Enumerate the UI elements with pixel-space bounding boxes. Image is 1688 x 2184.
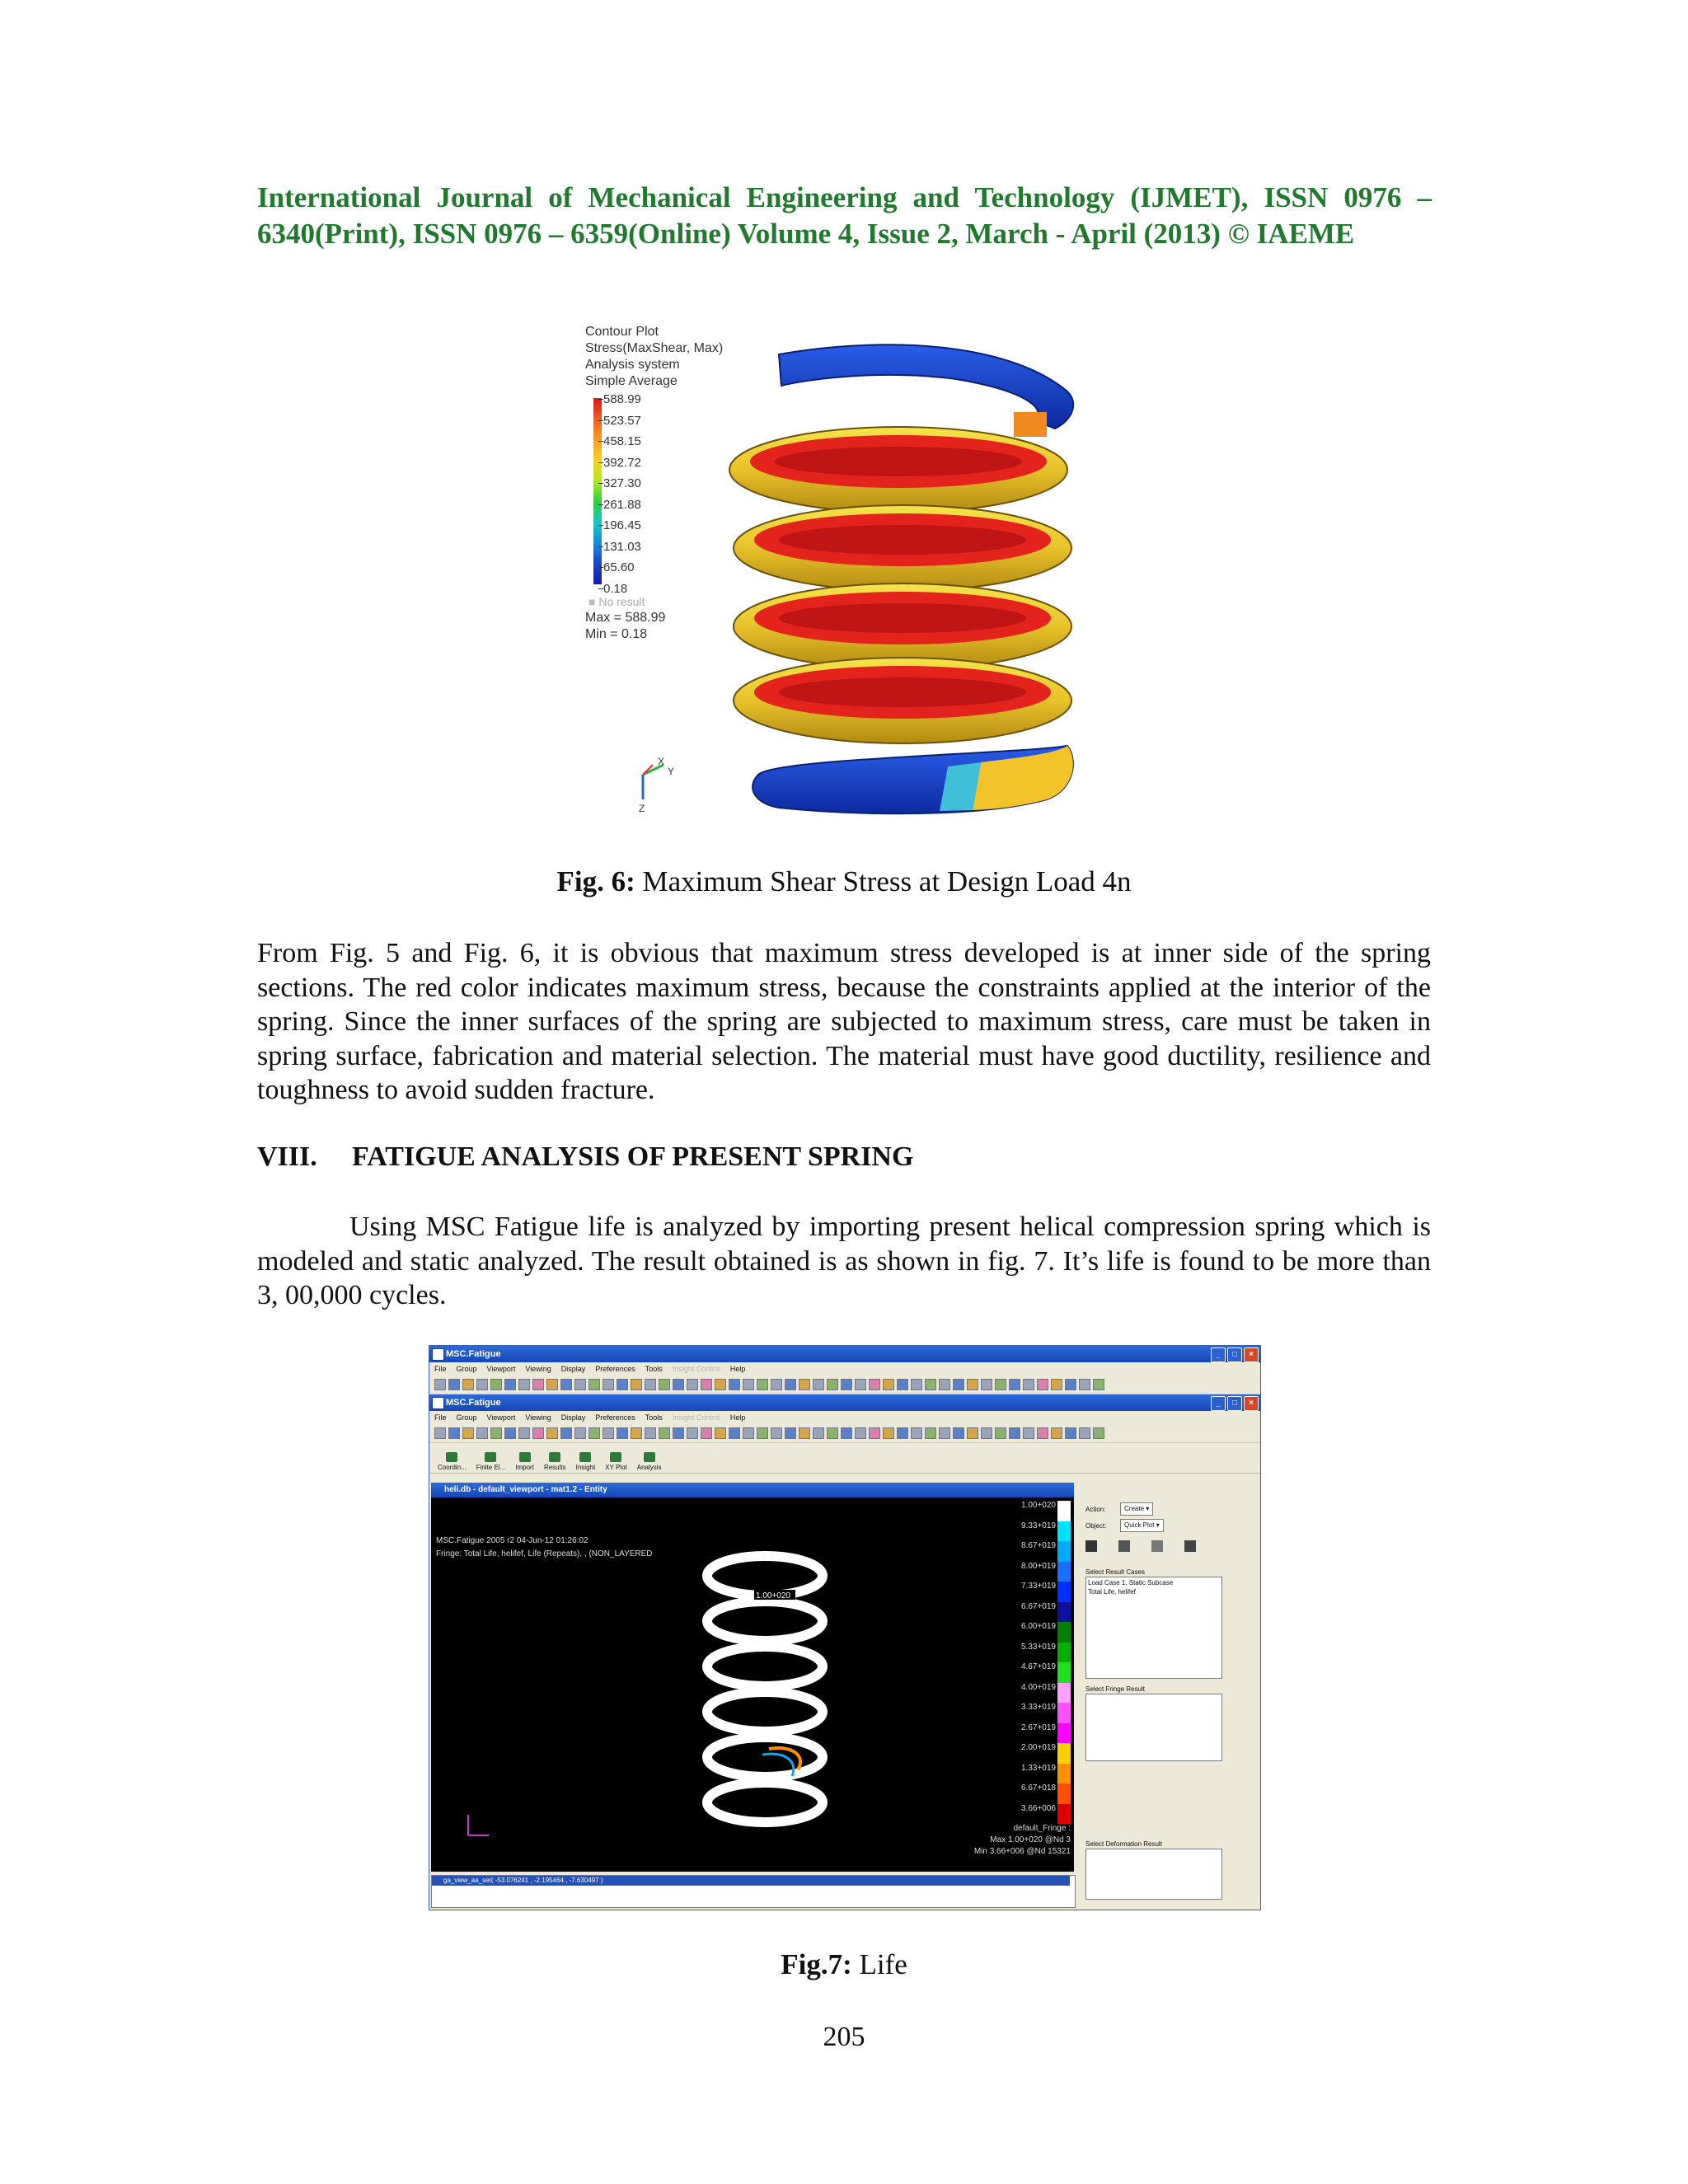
toolbar-button-icon[interactable]	[574, 1427, 586, 1439]
toolbar-button-icon[interactable]	[1093, 1427, 1104, 1439]
fig7-caption-label: Fig.7:	[781, 1948, 852, 1980]
fringe-value: 4.00+019	[1021, 1682, 1056, 1692]
fringe-summary	[974, 1823, 1071, 1858]
tool-coordinates[interactable]: Coordin...	[438, 1452, 467, 1471]
fringe-color-segment	[1057, 1622, 1071, 1643]
toolbar-button-icon[interactable]	[574, 1379, 586, 1390]
toolbar-button-icon[interactable]	[546, 1379, 558, 1390]
menu-display[interactable]: Display	[560, 1413, 586, 1422]
marker-icon[interactable]	[1184, 1540, 1196, 1552]
toolbar-button-icon[interactable]	[546, 1427, 558, 1439]
legend-tick: 131.03	[603, 539, 641, 554]
action-select[interactable]: Create ▾	[1120, 1502, 1153, 1516]
menu-help[interactable]: Help	[729, 1365, 746, 1373]
result-cases-list[interactable]	[1085, 1577, 1222, 1679]
toolbar-button-icon[interactable]	[462, 1379, 474, 1390]
fig7-caption	[0, 1948, 1688, 1981]
toolbar-button-icon[interactable]	[645, 1379, 656, 1390]
tool-results[interactable]: Results	[544, 1452, 566, 1471]
tool-analysis[interactable]: Analysis	[637, 1452, 662, 1471]
toolbar-button-icon[interactable]	[701, 1379, 712, 1390]
menu-viewport[interactable]: Viewport	[486, 1413, 516, 1422]
toolbar-button-icon[interactable]	[785, 1427, 796, 1439]
fringe-value: 3.66+006	[1021, 1803, 1056, 1813]
fringe-value: 3.33+019	[1021, 1703, 1056, 1712]
legend-max: Max = 588.99	[585, 611, 666, 625]
toolbar-button-icon[interactable]	[560, 1379, 572, 1390]
toolbar-button-icon[interactable]	[603, 1427, 614, 1439]
toolbar-button-icon[interactable]	[925, 1427, 936, 1439]
menu-viewport[interactable]: Viewport	[486, 1365, 516, 1373]
toolbar-button-icon[interactable]	[504, 1427, 516, 1439]
toolbar-button-icon[interactable]	[715, 1427, 726, 1439]
fringe-color-segment	[1057, 1643, 1071, 1663]
tool-insight[interactable]: Insight	[576, 1452, 596, 1471]
toolbar-button-icon[interactable]	[518, 1379, 530, 1390]
toolbar-button-icon[interactable]	[939, 1379, 950, 1390]
panel-icon-row	[1085, 1540, 1196, 1552]
toolbar-button-icon[interactable]	[981, 1427, 992, 1439]
legend-tick: 65.60	[603, 560, 635, 574]
toolbar-button-icon[interactable]	[939, 1427, 950, 1439]
fringe-value: 9.33+019	[1021, 1521, 1056, 1530]
toolbar-button-icon[interactable]	[448, 1379, 460, 1390]
viewport[interactable]	[431, 1497, 1074, 1872]
toolbar-button-icon[interactable]	[560, 1427, 572, 1439]
paragraph-2: Using MSC Fatigue life is analyzed by importing present helical compression spring which is modeled and static analyzed. The result obtained is as shown in fig. 7. It’s life is found to be more than 3, 00,000 cycles.	[257, 1212, 1431, 1310]
fringe-color-segment	[1057, 1602, 1071, 1623]
spring-contour-plot	[585, 313, 1096, 832]
toolbar-button-icon[interactable]	[911, 1427, 922, 1439]
fringe-value: 1.00+020	[1021, 1501, 1056, 1510]
viewport-info-2: Fringe: Total Life, helifef, Life (Repeats), , (NON_LAYERED	[436, 1549, 653, 1558]
legend-no-result: ■ No result	[588, 593, 750, 610]
menu-group[interactable]: Group	[456, 1365, 477, 1373]
toolbar-button-icon[interactable]	[490, 1427, 502, 1439]
menu-display[interactable]: Display	[560, 1365, 586, 1373]
menu-preferences[interactable]: Preferences	[595, 1413, 635, 1422]
results-icon[interactable]	[1085, 1540, 1097, 1552]
object-select[interactable]: Quick Plot ▾	[1120, 1519, 1164, 1532]
triad-y-label: Y	[668, 766, 675, 777]
toolbar-back	[429, 1376, 1260, 1394]
toolbar-button-icon[interactable]	[532, 1427, 544, 1439]
deform-icon[interactable]	[1151, 1540, 1163, 1552]
case-item-1[interactable]: Load Case 1, Static Subcase	[1086, 1577, 1221, 1588]
fringe-result-list[interactable]	[1085, 1694, 1222, 1761]
command-history[interactable]	[431, 1875, 1076, 1908]
application-toolbar	[429, 1443, 1260, 1474]
toolbar-button-icon[interactable]	[1079, 1379, 1090, 1390]
tool-import[interactable]: Import	[515, 1452, 534, 1471]
toolbar-button-icon[interactable]	[603, 1379, 614, 1390]
toolbar-button-icon[interactable]	[462, 1427, 474, 1439]
app-icon	[432, 1397, 444, 1409]
fringe-result-label: Select Fringe Result	[1085, 1685, 1146, 1693]
window-titlebar	[429, 1394, 1260, 1411]
toolbar-button-icon[interactable]	[448, 1427, 460, 1439]
toolbar-button-icon[interactable]	[1051, 1379, 1062, 1390]
toolbar-button-icon[interactable]	[476, 1379, 488, 1390]
toolbar-button-icon[interactable]	[897, 1427, 908, 1439]
fringe-max: Max 1.00+020 @Nd 3	[990, 1835, 1071, 1844]
toolbar-button-icon[interactable]	[925, 1379, 936, 1390]
toolbar-button-icon[interactable]	[841, 1427, 852, 1439]
window-title: MSC.Fatigue	[446, 1349, 501, 1359]
legend-title-4: Simple Average	[585, 374, 678, 388]
window-title: MSC.Fatigue	[446, 1398, 501, 1408]
toolbar-button-icon[interactable]	[729, 1379, 740, 1390]
legend-tick: 196.45	[603, 518, 641, 532]
toolbar-button-icon[interactable]	[757, 1379, 768, 1390]
legend-title-1: Contour Plot	[585, 325, 659, 339]
toolbar-button-icon[interactable]	[617, 1427, 628, 1439]
page-number: 205	[823, 2022, 865, 2052]
close-icon[interactable]: ×	[1244, 1347, 1259, 1362]
toolbar-button-icon[interactable]	[518, 1427, 530, 1439]
journal-header: International Journal of Mechanical Engineering and Technology (IJMET), ISSN 0976 – 6340(Print), ISSN 0976 – 6359(Online) Volume 4, Issue 2, March - April (2013) © IAEME	[257, 181, 1432, 250]
toolbar-button-icon[interactable]	[504, 1379, 516, 1390]
fringe-color-segment	[1057, 1521, 1071, 1542]
fringe-value: 2.67+019	[1021, 1722, 1056, 1732]
menu-file[interactable]: File	[434, 1413, 447, 1422]
toolbar-button-icon[interactable]	[799, 1379, 810, 1390]
toolbar-button-icon[interactable]	[631, 1379, 642, 1390]
toolbar-button-icon[interactable]	[827, 1427, 838, 1439]
toolbar-button-icon[interactable]	[995, 1379, 1006, 1390]
toolbar-button-icon[interactable]	[1093, 1379, 1104, 1390]
toolbar-button-icon[interactable]	[743, 1427, 754, 1439]
toolbar-button-icon[interactable]	[490, 1379, 502, 1390]
coil-2	[734, 505, 1071, 591]
maximize-icon[interactable]: □	[1227, 1347, 1242, 1362]
legend-title-2: Stress(MaxShear, Max)	[585, 341, 724, 355]
section-heading	[257, 1141, 913, 1173]
legend-tick: 0.18	[603, 581, 628, 596]
results-panel	[1079, 1483, 1257, 1901]
fig6-caption	[0, 865, 1688, 898]
toolbar-button-icon[interactable]	[967, 1379, 978, 1390]
toolbar-button-icon[interactable]	[869, 1379, 880, 1390]
toolbar-button-icon[interactable]	[687, 1379, 698, 1390]
object-label: Object:	[1085, 1522, 1107, 1530]
fringe-value: 6.67+018	[1021, 1783, 1056, 1793]
section-title-text: FATIGUE ANALYSIS OF PRESENT SPRING	[352, 1141, 914, 1172]
fringe-color-segment	[1057, 1683, 1071, 1704]
toolbar-button-icon[interactable]	[1009, 1379, 1020, 1390]
toolbar-button-icon[interactable]	[883, 1427, 894, 1439]
toolbar-button-icon[interactable]	[953, 1379, 964, 1390]
legend-tick: 458.15	[603, 434, 641, 448]
fig7-caption-text: Life	[851, 1948, 907, 1980]
toolbar-button-icon[interactable]	[785, 1379, 796, 1390]
fringe-value: 7.33+019	[1021, 1582, 1056, 1591]
fringe-min: Min 3.66+006 @Nd 15321	[973, 1847, 1071, 1856]
legend-tick: 327.30	[603, 476, 641, 490]
menu-bar-back	[429, 1362, 1260, 1376]
menu-help[interactable]: Help	[729, 1413, 746, 1422]
toolbar-button-icon[interactable]	[659, 1427, 670, 1439]
toolbar-button-icon[interactable]	[588, 1379, 600, 1390]
fringe-color-bar	[1057, 1501, 1071, 1824]
toolbar-button-icon[interactable]	[771, 1427, 782, 1439]
fringe-name: default_Fringe :	[1013, 1824, 1071, 1833]
menu-file[interactable]: File	[434, 1365, 447, 1373]
toolbar-button-icon[interactable]	[799, 1427, 810, 1439]
toolbar-button-icon[interactable]	[1023, 1427, 1034, 1439]
fringe-color-segment	[1057, 1703, 1071, 1723]
deformation-result-label: Select Deformation Result	[1085, 1840, 1162, 1848]
fringe-value: 8.67+019	[1021, 1541, 1056, 1550]
viewport-info-1: MSC.Fatigue 2005 r2 04-Jun-12 01:26:02	[436, 1536, 588, 1545]
toolbar-button-icon[interactable]	[434, 1379, 446, 1390]
menu-bar	[429, 1411, 1260, 1424]
toolbar-button-icon[interactable]	[827, 1379, 838, 1390]
toolbar-button-icon[interactable]	[1009, 1427, 1020, 1439]
fringe-value: 2.00+019	[1021, 1743, 1056, 1752]
case-item-2[interactable]: Total Life, helifef	[1088, 1588, 1136, 1596]
toolbar	[429, 1424, 1260, 1443]
toolbar-button-icon[interactable]	[659, 1379, 670, 1390]
toolbar-button-icon[interactable]	[729, 1427, 740, 1439]
section-number: VIII.	[257, 1141, 317, 1172]
fringe-value: 4.67+019	[1021, 1662, 1056, 1671]
fringe-color-segment	[1057, 1562, 1071, 1582]
toolbar-button-icon[interactable]	[813, 1427, 824, 1439]
close-icon[interactable]: ×	[1244, 1396, 1259, 1411]
toolbar-button-icon[interactable]	[673, 1427, 684, 1439]
coil-1	[729, 427, 1067, 513]
spring-life-plot	[431, 1497, 1074, 1872]
coil-3	[734, 583, 1071, 669]
deformation-result-list[interactable]	[1085, 1849, 1222, 1900]
spring-max-label: 1.00+020	[756, 1591, 790, 1601]
fringe-color-segment	[1057, 1804, 1071, 1825]
toolbar-button-icon[interactable]	[743, 1379, 754, 1390]
fringe-color-segment	[1057, 1541, 1071, 1562]
toolbar-button-icon[interactable]	[645, 1427, 656, 1439]
minimize-icon[interactable]: _	[1211, 1347, 1226, 1362]
legend-min: Min = 0.18	[585, 627, 648, 641]
axis-triad	[639, 756, 674, 814]
toolbar-button-icon[interactable]	[434, 1427, 446, 1439]
toolbar-button-icon[interactable]	[1065, 1379, 1076, 1390]
toolbar-button-icon[interactable]	[967, 1427, 978, 1439]
menu-insight-control[interactable]: Insight Control	[672, 1365, 720, 1373]
fringe-value: 5.33+019	[1021, 1642, 1056, 1652]
menu-group[interactable]: Group	[456, 1413, 477, 1422]
toolbar-button-icon[interactable]	[1065, 1427, 1076, 1439]
toolbar-button-icon[interactable]	[701, 1427, 712, 1439]
fringe-value: 6.00+019	[1021, 1622, 1056, 1631]
legend-tick: 392.72	[603, 455, 641, 470]
toolbar-button-icon[interactable]	[981, 1379, 992, 1390]
fringe-value: 6.67+019	[1021, 1601, 1056, 1611]
toolbar-button-icon[interactable]	[588, 1427, 600, 1439]
fringe-color-segment	[1057, 1582, 1071, 1602]
toolbar-button-icon[interactable]	[631, 1427, 642, 1439]
legend-tick: 523.57	[603, 413, 641, 428]
toolbar-button-icon[interactable]	[715, 1379, 726, 1390]
tool-finite-elements[interactable]: Finite El...	[476, 1452, 506, 1471]
menu-viewing[interactable]: Viewing	[525, 1365, 551, 1373]
minimize-icon[interactable]: _	[1211, 1396, 1226, 1411]
menu-tools[interactable]: Tools	[645, 1413, 663, 1422]
menu-tools[interactable]: Tools	[645, 1365, 663, 1373]
tool-xy-plot[interactable]: XY Plot	[605, 1452, 627, 1471]
triad-z-label: Z	[639, 803, 645, 814]
fringe-color-segment	[1057, 1501, 1071, 1521]
paragraph-1: From Fig. 5 and Fig. 6, it is obvious that maximum stress developed is at inner side of the spring sections. The red color indicates maximum stress, because the constraints applied at the interior of the spring. Since the inner surfaces of the spring are subjected to maximum stress, care must be taken in spring surface, fabrication and material selection. The material must have good ductility, resilience and toughness to avoid sudden fracture.	[257, 938, 1431, 1105]
fringe-value: 1.33+019	[1021, 1763, 1056, 1773]
action-label: Action:	[1085, 1506, 1106, 1513]
toolbar-button-icon[interactable]	[953, 1427, 964, 1439]
toolbar-button-icon[interactable]	[855, 1379, 866, 1390]
toolbar-button-icon[interactable]	[855, 1427, 866, 1439]
toolbar-button-icon[interactable]	[869, 1427, 880, 1439]
toolbar-button-icon[interactable]	[617, 1379, 628, 1390]
toolbar-button-icon[interactable]	[1037, 1379, 1048, 1390]
app-icon	[432, 1348, 444, 1361]
fringe-color-segment	[1057, 1723, 1071, 1744]
toolbar-button-icon[interactable]	[883, 1379, 894, 1390]
toolbar-button-icon[interactable]	[532, 1379, 544, 1390]
toolbar-button-icon[interactable]	[897, 1379, 908, 1390]
fig6-caption-text: Maximum Shear Stress at Design Load 4n	[635, 865, 1132, 898]
toolbar-button-icon[interactable]	[476, 1427, 488, 1439]
toolbar-button-icon[interactable]	[1037, 1427, 1048, 1439]
command-entry[interactable]: ga_view_aa_set( -53.076241 , -2.195464 , -7.630497 )	[432, 1876, 1070, 1886]
menu-viewing[interactable]: Viewing	[525, 1413, 551, 1422]
toolbar-button-icon[interactable]	[911, 1379, 922, 1390]
window-titlebar-back	[429, 1346, 1260, 1362]
toolbar-button-icon[interactable]	[1051, 1427, 1062, 1439]
fringe-color-segment	[1057, 1783, 1071, 1804]
viewport-triad	[468, 1815, 489, 1835]
toolbar-button-icon[interactable]	[841, 1379, 852, 1390]
fringe-color-segment	[1057, 1743, 1071, 1764]
toolbar-button-icon[interactable]	[757, 1427, 768, 1439]
toolbar-button-icon[interactable]	[1023, 1379, 1034, 1390]
fringe-value: 8.00+019	[1021, 1561, 1056, 1571]
maximize-icon[interactable]: □	[1227, 1396, 1242, 1411]
legend-tick: 588.99	[603, 392, 641, 406]
fringe-color-segment	[1057, 1764, 1071, 1784]
fig6-caption-label: Fig. 6:	[556, 865, 635, 898]
toolbar-button-icon[interactable]	[687, 1427, 698, 1439]
menu-preferences[interactable]: Preferences	[595, 1365, 635, 1373]
triad-x-label: X	[658, 756, 665, 767]
viewport-title: heli.db - default_viewport - mat1.2 - Entity	[431, 1483, 1074, 1497]
select-cases-label: Select Result Cases	[1085, 1568, 1146, 1576]
legend-tick: 261.88	[603, 497, 641, 512]
fringe-icon[interactable]	[1118, 1540, 1130, 1552]
toolbar-button-icon[interactable]	[1079, 1427, 1090, 1439]
legend-title-3: Analysis system	[585, 358, 680, 372]
coil-4	[734, 658, 1071, 743]
menu-insight-control[interactable]: Insight Control	[672, 1413, 720, 1422]
toolbar-button-icon[interactable]	[995, 1427, 1006, 1439]
msc-fatigue-window	[429, 1345, 1261, 1910]
toolbar-button-icon[interactable]	[813, 1379, 824, 1390]
toolbar-button-icon[interactable]	[771, 1379, 782, 1390]
toolbar-button-icon[interactable]	[673, 1379, 684, 1390]
fringe-color-segment	[1057, 1662, 1071, 1683]
